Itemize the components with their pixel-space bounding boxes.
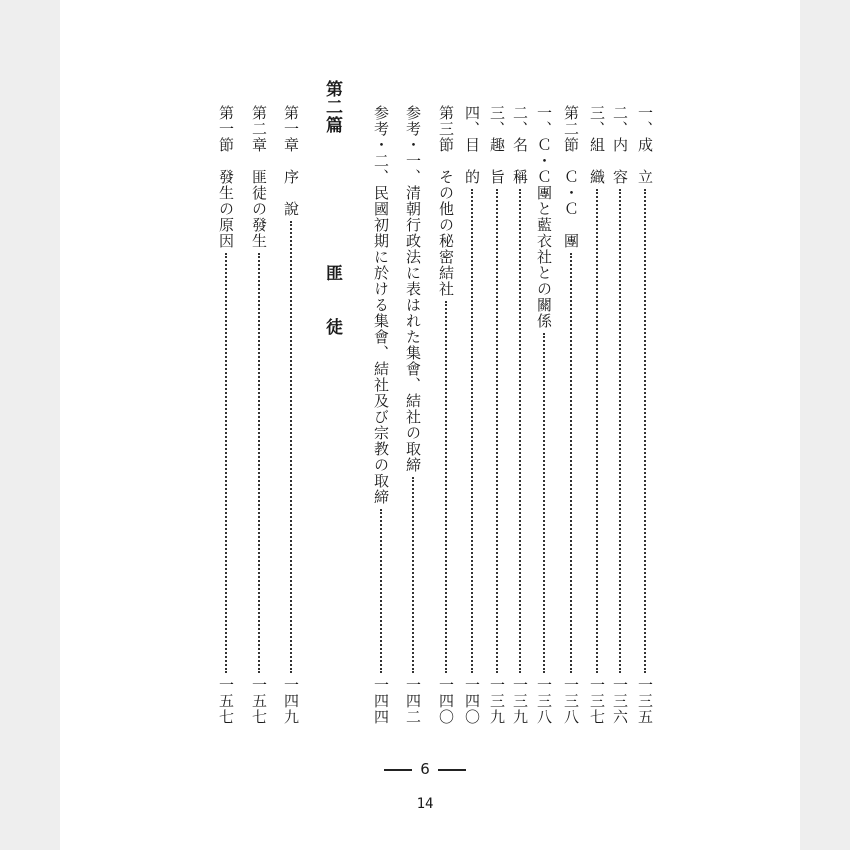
leader-dots (519, 189, 521, 673)
toc-entry (464, 105, 479, 725)
entry-label: 第一章 序 說 (282, 105, 300, 217)
entry-page: 一四九 (282, 677, 300, 725)
toc-entry (589, 105, 604, 725)
toc-entry (489, 105, 504, 725)
entry-page: 一三七 (588, 677, 606, 725)
leader-dots (644, 189, 646, 673)
entry-page: 一三五 (636, 677, 654, 725)
entry-label: 四、目 的 (463, 105, 481, 185)
entry-page: 一五七 (217, 677, 235, 725)
entry-label: 二、内 容 (611, 105, 629, 185)
entry-label: 第三節 その他の秘密結社 (437, 105, 455, 297)
entry-label: 参考・一、清朝行政法に表はれた集會、結社の取締 (404, 105, 422, 473)
page-number-dash (438, 769, 466, 771)
scan-page-number: 14 (416, 796, 434, 812)
part-number: 第二篇 (322, 80, 342, 134)
entry-page: 一四二 (404, 677, 422, 725)
part-title: 匪 徒 (322, 264, 342, 336)
entry-label: 三、趣 旨 (488, 105, 506, 185)
entry-page: 一三六 (611, 677, 629, 725)
leader-dots (412, 477, 414, 673)
leader-dots (596, 189, 598, 673)
toc-entry (405, 105, 420, 725)
toc-entry (283, 105, 298, 725)
page-number-value: 6 (420, 760, 430, 778)
entry-page: 一四〇 (437, 677, 455, 725)
leader-dots (290, 221, 292, 673)
page-number-dash (384, 769, 412, 771)
toc-entry (536, 105, 551, 725)
toc-entry (563, 105, 578, 725)
leader-dots (619, 189, 621, 673)
entry-label: 一、Ｃ・Ｃ團と藍衣社との關係 (535, 105, 553, 329)
toc-entry (637, 105, 652, 725)
entry-page: 一三八 (562, 677, 580, 725)
leader-dots (471, 189, 473, 673)
entry-page: 一四〇 (463, 677, 481, 725)
entry-label: 一、成 立 (636, 105, 654, 185)
entry-page: 一三九 (488, 677, 506, 725)
entry-label: 第二章 匪徒の發生 (250, 105, 268, 249)
entry-label: 三、組 織 (588, 105, 606, 185)
entry-page: 一五七 (250, 677, 268, 725)
entry-page: 一三八 (535, 677, 553, 725)
entry-label: 二、名 稱 (511, 105, 529, 185)
toc-entry (251, 105, 266, 725)
entry-page: 一三九 (511, 677, 529, 725)
toc-entry (612, 105, 627, 725)
toc-entry (218, 105, 233, 725)
entry-label: 第一節 發生の原因 (217, 105, 235, 249)
page-number (0, 760, 850, 778)
toc-entry (438, 105, 453, 725)
part-heading (323, 80, 340, 336)
leader-dots (445, 301, 447, 673)
leader-dots (380, 509, 382, 673)
toc-entry (512, 105, 527, 725)
leader-dots (543, 333, 545, 673)
leader-dots (258, 253, 260, 673)
leader-dots (496, 189, 498, 673)
leader-dots (570, 253, 572, 673)
entry-page: 一四四 (372, 677, 390, 725)
leader-dots (225, 253, 227, 673)
entry-label: 第二節 Ｃ・Ｃ 團 (562, 105, 580, 249)
toc-entry (373, 105, 388, 725)
entry-label: 参考・二、民國初期に於ける集會、結社及び宗教の取締 (372, 105, 390, 505)
